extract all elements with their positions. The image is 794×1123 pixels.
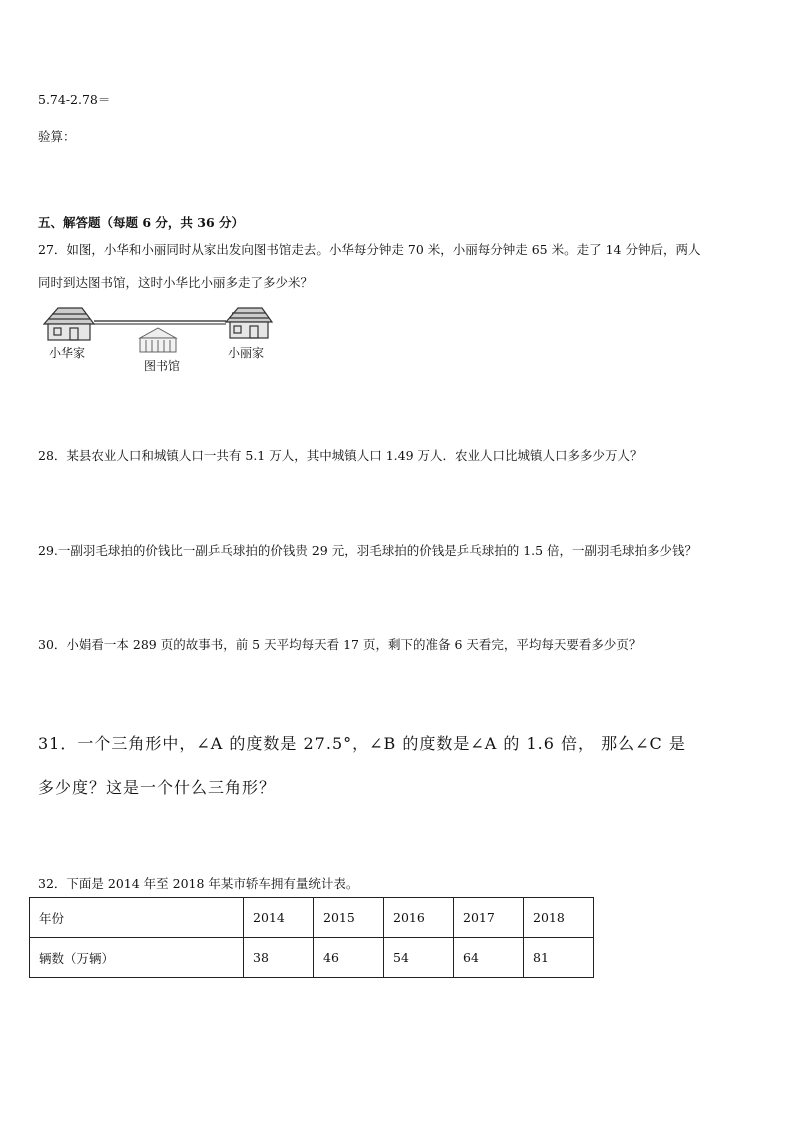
table-header-count: 辆数（万辆） — [30, 938, 244, 978]
question-27-figure — [40, 300, 280, 380]
table-cell-count: 46 — [314, 938, 384, 978]
table-cell-year: 2017 — [454, 898, 524, 938]
question-32-text: 32．下面是 2014 年至 2018 年某市轿车拥有量统计表。 — [38, 876, 359, 891]
table-cell-count: 81 — [524, 938, 594, 978]
question-31-line-2: 多少度？这是一个什么三角形？ — [38, 778, 277, 797]
question-27-line-1: 27．如图，小华和小丽同时从家出发向图书馆走去。小华每分钟走 70 米，小丽每分钟走 65 米。走了 14 分钟后，两人 — [38, 242, 701, 257]
question-29-text: 29.一副羽毛球拍的价钱比一副乒乓球拍的价钱贵 29 元，羽毛球拍的价钱是乒乓球拍的 1.5 倍，一副羽毛球拍多少钱？ — [38, 543, 698, 558]
section-title: 五、解答题（每题 6 分，共 36 分） — [38, 215, 245, 230]
library-label: 图书馆 — [144, 359, 181, 373]
table-cell-year: 2015 — [314, 898, 384, 938]
left-house-icon — [44, 308, 94, 340]
table-cell-count: 38 — [244, 938, 314, 978]
table-row — [30, 938, 594, 978]
table-row — [30, 898, 594, 938]
right-house-icon — [226, 308, 272, 338]
question-27-line-2: 同时到达图书馆，这时小华比小丽多走了多少米？ — [38, 275, 314, 290]
equation-text: 5.74-2.78＝ — [38, 92, 111, 107]
table-cell-year: 2016 — [384, 898, 454, 938]
table-cell-year: 2018 — [524, 898, 594, 938]
table-cell-count: 54 — [384, 938, 454, 978]
question-31-line-1: 31．一个三角形中，∠A 的度数是 27.5°，∠B 的度数是∠A 的 1.6 倍， 那么∠C 是 — [38, 734, 686, 753]
check-label: 验算： — [38, 129, 76, 144]
left-house-label: 小华家 — [49, 346, 86, 360]
car-ownership-table — [29, 897, 594, 978]
question-30-text: 30．小娟看一本 289 页的故事书，前 5 天平均每天看 17 页，剩下的准备 6 天看完，平均每天要看多少页？ — [38, 637, 642, 652]
question-28-text: 28．某县农业人口和城镇人口一共有 5.1 万人，其中城镇人口 1.49 万人．农业人口比城镇人口多多少万人？ — [38, 448, 643, 463]
right-house-label: 小丽家 — [228, 346, 265, 360]
library-icon — [140, 328, 176, 352]
table-cell-year: 2014 — [244, 898, 314, 938]
table-cell-count: 64 — [454, 938, 524, 978]
table-header-year: 年份 — [30, 898, 244, 938]
